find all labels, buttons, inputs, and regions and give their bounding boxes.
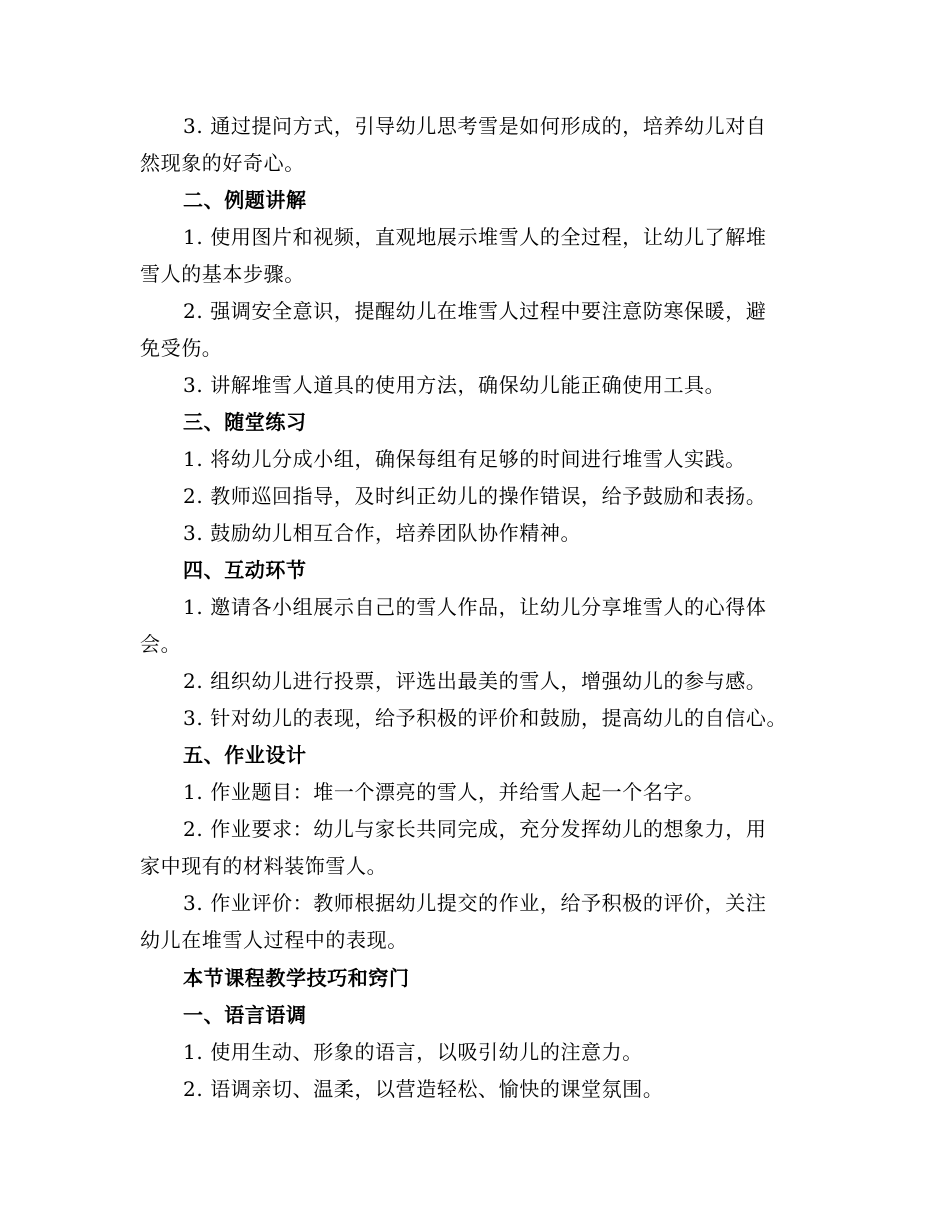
- paragraph-line: 2. 语调亲切、温柔，以营造轻松、愉快的课堂氛围。: [183, 1077, 664, 1101]
- paragraph-line: 1. 使用图片和视频，直观地展示堆雪人的全过程，让幼儿了解堆: [183, 225, 767, 249]
- section-heading: 三、随堂练习: [183, 410, 307, 434]
- paragraph-line: 1. 邀请各小组展示自己的雪人作品，让幼儿分享堆雪人的心得体: [183, 595, 767, 619]
- section-heading: 一、语言语调: [183, 1003, 307, 1027]
- paragraph-line: 2. 强调安全意识，提醒幼儿在堆雪人过程中要注意防寒保暖，避: [183, 299, 767, 323]
- paragraph-line: 1. 将幼儿分成小组，确保每组有足够的时间进行堆雪人实践。: [183, 447, 746, 471]
- section-heading: 五、作业设计: [183, 743, 307, 767]
- paragraph-line: 免受伤。: [140, 336, 223, 360]
- paragraph-line: 3. 通过提问方式，引导幼儿思考雪是如何形成的，培养幼儿对自: [183, 114, 767, 138]
- paragraph-line: 会。: [140, 632, 182, 656]
- paragraph-line: 3. 讲解堆雪人道具的使用方法，确保幼儿能正确使用工具。: [183, 373, 726, 397]
- paragraph-line: 3. 作业评价：教师根据幼儿提交的作业，给予积极的评价，关注: [183, 891, 767, 915]
- section-heading: 本节课程教学技巧和窍门: [183, 966, 410, 990]
- section-heading: 四、互动环节: [183, 558, 307, 582]
- paragraph-line: 雪人的基本步骤。: [140, 262, 305, 286]
- paragraph-line: 家中现有的材料装饰雪人。: [140, 854, 388, 878]
- paragraph-line: 幼儿在堆雪人过程中的表现。: [140, 928, 408, 952]
- paragraph-line: 然现象的好奇心。: [140, 151, 305, 175]
- paragraph-line: 2. 教师巡回指导，及时纠正幼儿的操作错误，给予鼓励和表扬。: [183, 484, 767, 508]
- paragraph-line: 3. 鼓励幼儿相互合作，培养团队协作精神。: [183, 521, 582, 545]
- paragraph-line: 3. 针对幼儿的表现，给予积极的评价和鼓励，提高幼儿的自信心。: [183, 706, 788, 730]
- paragraph-line: 2. 组织幼儿进行投票，评选出最美的雪人，增强幼儿的参与感。: [183, 669, 767, 693]
- paragraph-line: 2. 作业要求：幼儿与家长共同完成，充分发挥幼儿的想象力，用: [183, 817, 767, 841]
- paragraph-line: 1. 使用生动、形象的语言，以吸引幼儿的注意力。: [183, 1040, 643, 1064]
- paragraph-line: 1. 作业题目：堆一个漂亮的雪人，并给雪人起一个名字。: [183, 780, 705, 804]
- section-heading: 二、例题讲解: [183, 188, 307, 212]
